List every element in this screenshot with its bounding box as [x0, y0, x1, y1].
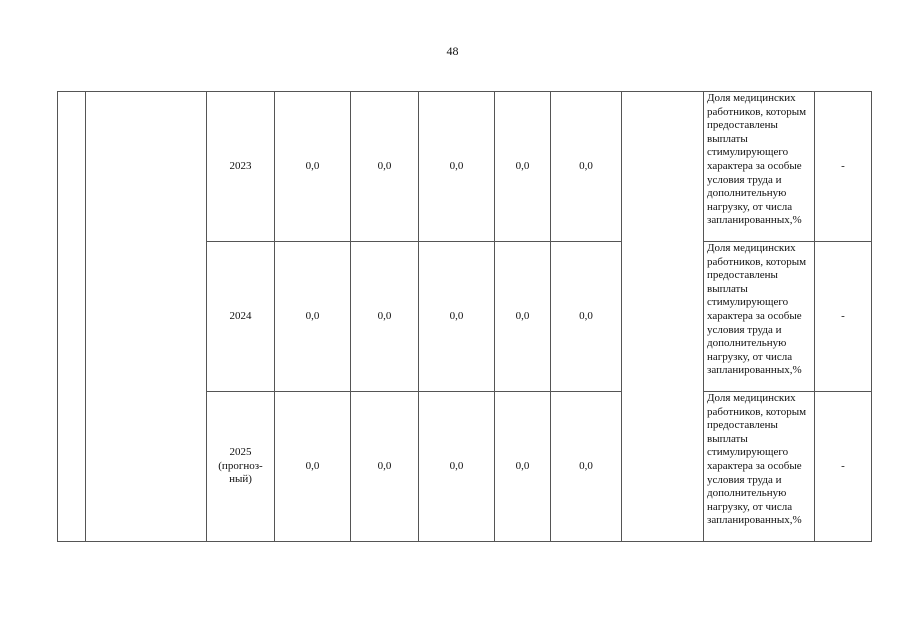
indicator-value-cell: - [815, 92, 872, 242]
value-cell: 0,0 [551, 242, 622, 392]
year-cell [207, 242, 275, 392]
value-cell: 0,0 [275, 242, 351, 392]
value-cell: 0,0 [351, 242, 419, 392]
year-label: 2024 [229, 309, 252, 322]
page-number: 48 [446, 44, 459, 58]
value-cell: 0,0 [419, 92, 495, 242]
value-cell: 0,0 [495, 392, 551, 542]
value-cell: 0,0 [495, 92, 551, 242]
indicator-cell: Доля медицинских работников, которым предоставлены выплаты стимулирующего характера за особые условия труда и дополнительную нагрузку, от числа запланированных,% [704, 392, 815, 542]
year-label: 2023 [229, 159, 252, 172]
indicator-value-cell: - [815, 242, 872, 392]
activity-name-cell [86, 92, 207, 542]
value-cell: 0,0 [551, 392, 622, 542]
row-number-cell [58, 92, 86, 542]
executor-cell [622, 92, 704, 542]
indicator-cell: Доля медицинских работников, которым предоставлены выплаты стимулирующего характера за особые условия труда и дополнительную нагрузку, от числа запланированных,% [704, 242, 815, 392]
value-cell: 0,0 [275, 392, 351, 542]
value-cell: 0,0 [495, 242, 551, 392]
table-row [58, 92, 872, 242]
value-cell: 0,0 [351, 92, 419, 242]
year-cell [207, 392, 275, 542]
year-note: (прогноз-ный) [218, 459, 263, 486]
program-table [57, 91, 872, 542]
year-cell [207, 92, 275, 242]
year-label: 2025 [229, 446, 252, 459]
value-cell: 0,0 [275, 92, 351, 242]
value-cell: 0,0 [551, 92, 622, 242]
value-cell: 0,0 [419, 242, 495, 392]
value-cell: 0,0 [351, 392, 419, 542]
indicator-value-cell: - [815, 392, 872, 542]
value-cell: 0,0 [419, 392, 495, 542]
indicator-cell: Доля медицинских работников, которым предоставлены выплаты стимулирующего характера за особые условия труда и дополнительную нагрузку, от числа запланированных,% [704, 92, 815, 242]
